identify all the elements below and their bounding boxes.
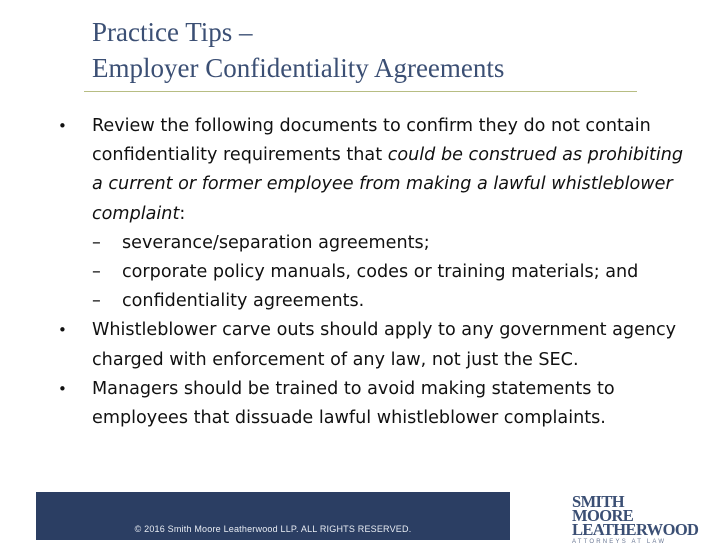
- bullet-item: [0, 112, 692, 229]
- sub-bullet-item: [0, 258, 697, 287]
- bullet-list: [0, 112, 720, 433]
- bullet-text-part: :: [179, 203, 186, 224]
- firm-logo: [572, 492, 699, 545]
- bullet-text: Whistleblower carve outs should apply to any government agency charged with enforcement of any law, not just the SEC.: [92, 320, 677, 370]
- sub-bullet-text: severance/separation agreements;: [122, 232, 430, 253]
- bullet-text-part: Review the following documents to confirm they do not contain confidentiality requirements that: [92, 116, 651, 166]
- logo-line-1: SMITH MOORE: [572, 492, 634, 525]
- sub-bullet-item: [0, 287, 697, 316]
- sub-bullet-text: confidentiality agreements.: [122, 291, 365, 312]
- logo-line-2: LEATHERWOOD: [572, 520, 699, 539]
- dash-icon: –: [92, 291, 101, 312]
- bullet-icon: •: [58, 321, 67, 340]
- slide-title: [92, 14, 652, 86]
- title-divider: [84, 91, 637, 92]
- bullet-item: [0, 316, 692, 374]
- dash-icon: –: [92, 262, 101, 283]
- bullet-text-italic: could be construed as prohibiting a current or former employee from making a lawful whistleblower complaint: [92, 145, 684, 224]
- logo-line-3: ATTORNEYS AT LAW: [572, 539, 667, 545]
- bullet-text: Managers should be trained to avoid making statements to employees that dissuade lawful whistleblower complaints.: [92, 378, 615, 429]
- title-line-2: Employer Confidentiality Agreements: [92, 53, 505, 83]
- bullet-icon: •: [58, 379, 67, 398]
- title-line-1: Practice Tips –: [92, 17, 253, 47]
- copyright-text: © 2016 Smith Moore Leatherwood LLP. ALL RIGHTS RESERVED.: [134, 524, 412, 534]
- bullet-item: [0, 375, 692, 433]
- sub-bullet-item: [0, 229, 697, 258]
- sub-bullet-text: corporate policy manuals, codes or training materials; and: [122, 262, 639, 283]
- bullet-text: [92, 116, 683, 224]
- bullet-icon: •: [58, 117, 67, 135]
- dash-icon: –: [92, 232, 101, 253]
